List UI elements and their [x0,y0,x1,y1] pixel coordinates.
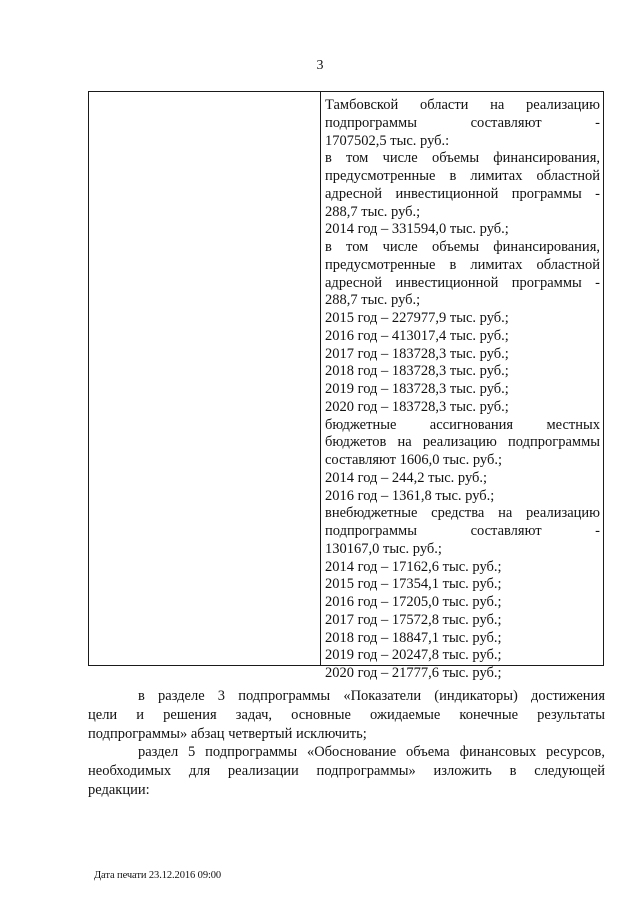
print-date-label: Дата печати [94,870,147,881]
table-cell-line: подпрограммы составляют - [325,523,600,539]
table-cell-line: 1707502,5 тыс. руб.: [325,132,450,149]
table-cell-line: внебюджетные средства на реализацию [325,505,600,522]
paragraph-line: редакции: [88,782,150,798]
table-cell-line: 2019 год – 183728,3 тыс. руб.; [325,381,509,397]
table-cell-line: 2018 год – 18847,1 тыс. руб.; [325,629,502,646]
table-cell-line: 2016 год – 413017,4 тыс. руб.; [325,327,509,344]
table-column-divider [320,92,321,665]
table-right-cell [325,97,600,683]
table-cell-line: в том числе объемы финансирования, [325,239,600,255]
table-cell-line: 2020 год – 21777,6 тыс. руб.; [325,665,502,681]
table-cell-line: 2018 год – 183728,3 тыс. руб.; [325,363,509,380]
paragraph-section-3-amendment [88,687,605,744]
table-cell-line: 288,7 тыс. руб.; [325,203,421,220]
paragraph-section-5-amendment [88,743,605,800]
table-cell-line: адресной инвестиционной программы - [325,274,600,291]
table-cell-line: 2020 год – 183728,3 тыс. руб.; [325,398,509,415]
table-cell-line: Тамбовской области на реализацию [325,97,600,113]
paragraph-line: в разделе 3 подпрограммы «Показатели (индикаторы) достижения [138,688,605,704]
table-cell-line: 130167,0 тыс. руб.; [325,540,442,557]
table-cell-line: 288,7 тыс. руб.; [325,292,421,309]
table-cell-line: предусмотренные в лимитах областной [325,256,600,273]
table-cell-line: 2017 год – 17572,8 тыс. руб.; [325,611,502,628]
table-cell-line: составляют 1606,0 тыс. руб.; [325,452,503,468]
financing-table [88,91,604,681]
table-cell-line: предусмотренные в лимитах областной [325,168,600,184]
table-cell-line: 2016 год – 17205,0 тыс. руб.; [325,594,502,610]
table-cell-line: бюджетные ассигнования местных [325,416,600,433]
table-cell-line: 2014 год – 331594,0 тыс. руб.; [325,221,509,238]
paragraph-line: подпрограммы» абзац четвертый исключить; [88,726,367,742]
table-cell-line: в том числе объемы финансирования, [325,150,600,167]
paragraph-line: необходимых для реализации подпрограммы» изложить в следующей [88,763,605,779]
print-date-value: 23.12.2016 09:00 [148,870,222,881]
print-date-footer [94,870,221,881]
table-cell-line: подпрограммы составляют - [325,114,600,131]
paragraph-line: цели и решения задач, основные ожидаемые конечные результаты [88,707,605,723]
table-cell-line: 2015 год – 17354,1 тыс. руб.; [325,576,502,593]
table-cell-line: 2017 год – 183728,3 тыс. руб.; [325,345,509,362]
table-cell-line: 2016 год – 1361,8 тыс. руб.; [325,487,495,504]
paragraph-line: раздел 5 подпрограммы «Обоснование объема финансовых ресурсов, [138,744,605,760]
table-cell-line: 2014 год – 244,2 тыс. руб.; [325,469,488,486]
table-cell-line: бюджетов на реализацию подпрограммы [325,434,600,451]
page-number: 3 [316,58,324,73]
table-cell-line: 2015 год – 227977,9 тыс. руб.; [325,310,509,326]
table-cell-line: адресной инвестиционной программы - [325,185,600,202]
table-cell-line: 2019 год – 20247,8 тыс. руб.; [325,647,502,664]
table-cell-line: 2014 год – 17162,6 тыс. руб.; [325,558,502,575]
